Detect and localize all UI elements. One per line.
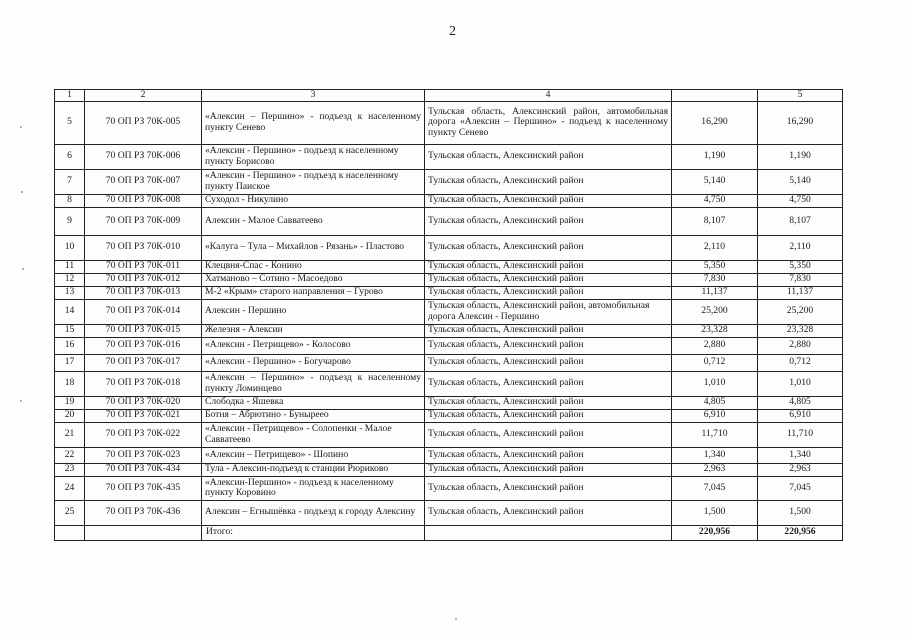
road-length-cell: 25,200 <box>672 299 758 324</box>
road-name-cell: «Калуга – Тула – Михайлов - Рязань» - Пластово <box>202 235 425 260</box>
road-code-cell: 70 ОП РЗ 70К-011 <box>85 260 202 273</box>
road-location-cell: Тульская область, Алексинский район <box>425 235 672 260</box>
roads-table <box>54 89 843 541</box>
road-code-cell: 70 ОП РЗ 70К-006 <box>85 144 202 169</box>
road-location-cell: Тульская область, Алексинский район <box>425 324 672 337</box>
road-length-total-cell: 16,290 <box>758 101 843 144</box>
road-code-cell: 70 ОП РЗ 70К-005 <box>85 101 202 144</box>
scan-speck <box>20 126 22 128</box>
road-length-cell: 6,910 <box>672 409 758 422</box>
row-number-cell: 25 <box>55 500 85 525</box>
road-code-cell: 70 ОП РЗ 70К-009 <box>85 207 202 235</box>
road-length-total-cell: 1,190 <box>758 144 843 169</box>
road-length-cell: 7,830 <box>672 273 758 286</box>
road-name-cell: «Алексин - Першино» - Богучарово <box>202 354 425 371</box>
road-code-cell: 70 ОП РЗ 70К-010 <box>85 235 202 260</box>
table-row <box>55 194 843 207</box>
road-length-total-cell: 4,750 <box>758 194 843 207</box>
road-name-cell: «Алексин-Першино» - подъезд к населенному пункту Коровино <box>202 476 425 500</box>
road-code-cell: 70 ОП РЗ 70К-023 <box>85 447 202 463</box>
total-row <box>55 525 843 540</box>
header-cell: 5 <box>758 90 843 102</box>
road-name-cell: Слободка - Яшевка <box>202 396 425 409</box>
table-row <box>55 235 843 260</box>
row-number-cell: 8 <box>55 194 85 207</box>
table-row <box>55 396 843 409</box>
road-name-cell: М-2 «Крым» старого направления – Гурово <box>202 286 425 299</box>
road-name-cell: Ботня – Абрютино - Буныреео <box>202 409 425 422</box>
road-name-cell: Суходол - Никулино <box>202 194 425 207</box>
scan-speck <box>22 268 24 270</box>
table-row <box>55 286 843 299</box>
table-row <box>55 260 843 273</box>
road-length-total-cell: 2,963 <box>758 463 843 476</box>
road-code-cell: 70 ОП РЗ 70К-435 <box>85 476 202 500</box>
road-name-cell: «Алексин – Першино» - подъезд к населенному пункту Сенево <box>202 101 425 144</box>
table-row <box>55 500 843 525</box>
road-name-cell: «Алексин - Петрищево» - Солопенки - Малое Савватеево <box>202 422 425 447</box>
row-number-cell: 7 <box>55 169 85 194</box>
road-length-total-cell: 7,045 <box>758 476 843 500</box>
road-location-cell: Тульская область, Алексинский район <box>425 337 672 354</box>
road-length-cell: 2,963 <box>672 463 758 476</box>
road-length-cell: 11,710 <box>672 422 758 447</box>
table-row <box>55 207 843 235</box>
road-code-cell: 70 ОП РЗ 70К-436 <box>85 500 202 525</box>
total-length-2: 220,956 <box>758 525 843 540</box>
row-number-cell: 5 <box>55 101 85 144</box>
road-length-total-cell: 25,200 <box>758 299 843 324</box>
row-number-cell: 14 <box>55 299 85 324</box>
road-length-cell: 5,350 <box>672 260 758 273</box>
road-code-cell: 70 ОП РЗ 70К-008 <box>85 194 202 207</box>
header-row <box>55 90 843 102</box>
road-length-cell: 4,750 <box>672 194 758 207</box>
road-length-cell: 8,107 <box>672 207 758 235</box>
row-number-cell: 22 <box>55 447 85 463</box>
header-cell <box>672 90 758 102</box>
road-length-cell: 2,110 <box>672 235 758 260</box>
road-location-cell: Тульская область, Алексинский район <box>425 476 672 500</box>
header-cell: 4 <box>425 90 672 102</box>
road-location-cell: Тульская область, Алексинский район <box>425 447 672 463</box>
road-length-total-cell: 1,010 <box>758 371 843 396</box>
road-location-cell: Тульская область, Алексинский район <box>425 396 672 409</box>
row-number-cell: 6 <box>55 144 85 169</box>
road-code-cell: 70 ОП РЗ 70К-013 <box>85 286 202 299</box>
row-number-cell: 17 <box>55 354 85 371</box>
road-location-cell: Тульская область, Алексинский район <box>425 463 672 476</box>
road-length-total-cell: 7,830 <box>758 273 843 286</box>
road-location-cell: Тульская область, Алексинский район <box>425 409 672 422</box>
table-row <box>55 463 843 476</box>
road-length-total-cell: 2,110 <box>758 235 843 260</box>
road-name-cell: Клецвня-Спас - Конино <box>202 260 425 273</box>
road-length-total-cell: 23,328 <box>758 324 843 337</box>
road-length-total-cell: 8,107 <box>758 207 843 235</box>
row-number-cell: 23 <box>55 463 85 476</box>
row-number-cell: 24 <box>55 476 85 500</box>
table-row <box>55 169 843 194</box>
road-length-total-cell: 11,137 <box>758 286 843 299</box>
road-length-cell: 1,190 <box>672 144 758 169</box>
road-length-cell: 11,137 <box>672 286 758 299</box>
road-name-cell: Тула - Алексин-подъезд к станции Рюриково <box>202 463 425 476</box>
table-row <box>55 299 843 324</box>
row-number-cell: 9 <box>55 207 85 235</box>
total-empty-cell <box>85 525 202 540</box>
road-length-cell: 5,140 <box>672 169 758 194</box>
road-location-cell: Тульская область, Алексинский район, автомобильная дорога «Алексин – Першино» - подъезд к населенному пункту Сенево <box>425 101 672 144</box>
road-length-total-cell: 0,712 <box>758 354 843 371</box>
road-length-cell: 23,328 <box>672 324 758 337</box>
road-location-cell: Тульская область, Алексинский район <box>425 260 672 273</box>
road-location-cell: Тульская область, Алексинский район <box>425 371 672 396</box>
road-location-cell: Тульская область, Алексинский район <box>425 207 672 235</box>
road-length-cell: 0,712 <box>672 354 758 371</box>
road-code-cell: 70 ОП РЗ 70К-017 <box>85 354 202 371</box>
table-row <box>55 144 843 169</box>
header-cell: 2 <box>85 90 202 102</box>
road-location-cell: Тульская область, Алексинский район <box>425 286 672 299</box>
road-name-cell: «Алексин – Першино» - подъезд к населенному пункту Ломинцево <box>202 371 425 396</box>
road-code-cell: 70 ОП РЗ 70К-016 <box>85 337 202 354</box>
road-length-total-cell: 4,805 <box>758 396 843 409</box>
table-row <box>55 422 843 447</box>
total-label: Итого: <box>202 525 425 540</box>
road-length-total-cell: 5,140 <box>758 169 843 194</box>
road-location-cell: Тульская область, Алексинский район, автомобильная дорога Алексин - Першино <box>425 299 672 324</box>
table-row <box>55 101 843 144</box>
road-code-cell: 70 ОП РЗ 70К-015 <box>85 324 202 337</box>
road-length-cell: 1,500 <box>672 500 758 525</box>
table-row <box>55 476 843 500</box>
road-location-cell: Тульская область, Алексинский район <box>425 144 672 169</box>
road-code-cell: 70 ОП РЗ 70К-434 <box>85 463 202 476</box>
table-row <box>55 354 843 371</box>
road-name-cell: Хатманово – Сотино - Масоедово <box>202 273 425 286</box>
table-row <box>55 273 843 286</box>
row-number-cell: 20 <box>55 409 85 422</box>
road-location-cell: Тульская область, Алексинский район <box>425 500 672 525</box>
road-length-total-cell: 5,350 <box>758 260 843 273</box>
table-row <box>55 371 843 396</box>
road-length-total-cell: 1,500 <box>758 500 843 525</box>
road-length-cell: 16,290 <box>672 101 758 144</box>
road-code-cell: 70 ОП РЗ 70К-021 <box>85 409 202 422</box>
road-location-cell: Тульская область, Алексинский район <box>425 354 672 371</box>
road-name-cell: «Алексин - Петрищево» - Колосово <box>202 337 425 354</box>
scan-speck <box>21 191 23 193</box>
road-location-cell: Тульская область, Алексинский район <box>425 194 672 207</box>
road-length-cell: 2,880 <box>672 337 758 354</box>
road-name-cell: «Алексин – Петрищево» - Шопино <box>202 447 425 463</box>
road-length-cell: 1,340 <box>672 447 758 463</box>
header-cell: 1 <box>55 90 85 102</box>
total-empty-cell <box>425 525 672 540</box>
table-row <box>55 337 843 354</box>
road-code-cell: 70 ОП РЗ 70К-012 <box>85 273 202 286</box>
row-number-cell: 19 <box>55 396 85 409</box>
road-length-total-cell: 6,910 <box>758 409 843 422</box>
row-number-cell: 15 <box>55 324 85 337</box>
row-number-cell: 21 <box>55 422 85 447</box>
road-length-total-cell: 1,340 <box>758 447 843 463</box>
road-length-cell: 1,010 <box>672 371 758 396</box>
road-name-cell: Алексин – Егнышёвка - подъезд к городу Алексину <box>202 500 425 525</box>
row-number-cell: 16 <box>55 337 85 354</box>
table-row <box>55 447 843 463</box>
road-location-cell: Тульская область, Алексинский район <box>425 273 672 286</box>
road-length-total-cell: 11,710 <box>758 422 843 447</box>
road-location-cell: Тульская область, Алексинский район <box>425 422 672 447</box>
total-empty-cell <box>55 525 85 540</box>
road-code-cell: 70 ОП РЗ 70К-022 <box>85 422 202 447</box>
total-length: 220,956 <box>672 525 758 540</box>
scan-speck <box>20 400 22 402</box>
road-length-cell: 4,805 <box>672 396 758 409</box>
table-row <box>55 324 843 337</box>
header-cell: 3 <box>202 90 425 102</box>
road-code-cell: 70 ОП РЗ 70К-007 <box>85 169 202 194</box>
road-name-cell: «Алексин - Першино» - подъезд к населенному пункту Борисово <box>202 144 425 169</box>
road-code-cell: 70 ОП РЗ 70К-020 <box>85 396 202 409</box>
road-name-cell: Алексин - Першино <box>202 299 425 324</box>
road-length-total-cell: 2,880 <box>758 337 843 354</box>
row-number-cell: 11 <box>55 260 85 273</box>
row-number-cell: 13 <box>55 286 85 299</box>
road-length-cell: 7,045 <box>672 476 758 500</box>
road-name-cell: «Алексин - Першино» - подъезд к населенному пункту Паиское <box>202 169 425 194</box>
page-number: 2 <box>449 24 456 39</box>
road-name-cell: Железня - Алексин <box>202 324 425 337</box>
road-code-cell: 70 ОП РЗ 70К-014 <box>85 299 202 324</box>
row-number-cell: 12 <box>55 273 85 286</box>
row-number-cell: 18 <box>55 371 85 396</box>
road-location-cell: Тульская область, Алексинский район <box>425 169 672 194</box>
road-name-cell: Алексин - Малое Савватеево <box>202 207 425 235</box>
table-row <box>55 409 843 422</box>
road-code-cell: 70 ОП РЗ 70К-018 <box>85 371 202 396</box>
scan-speck <box>455 618 457 620</box>
row-number-cell: 10 <box>55 235 85 260</box>
